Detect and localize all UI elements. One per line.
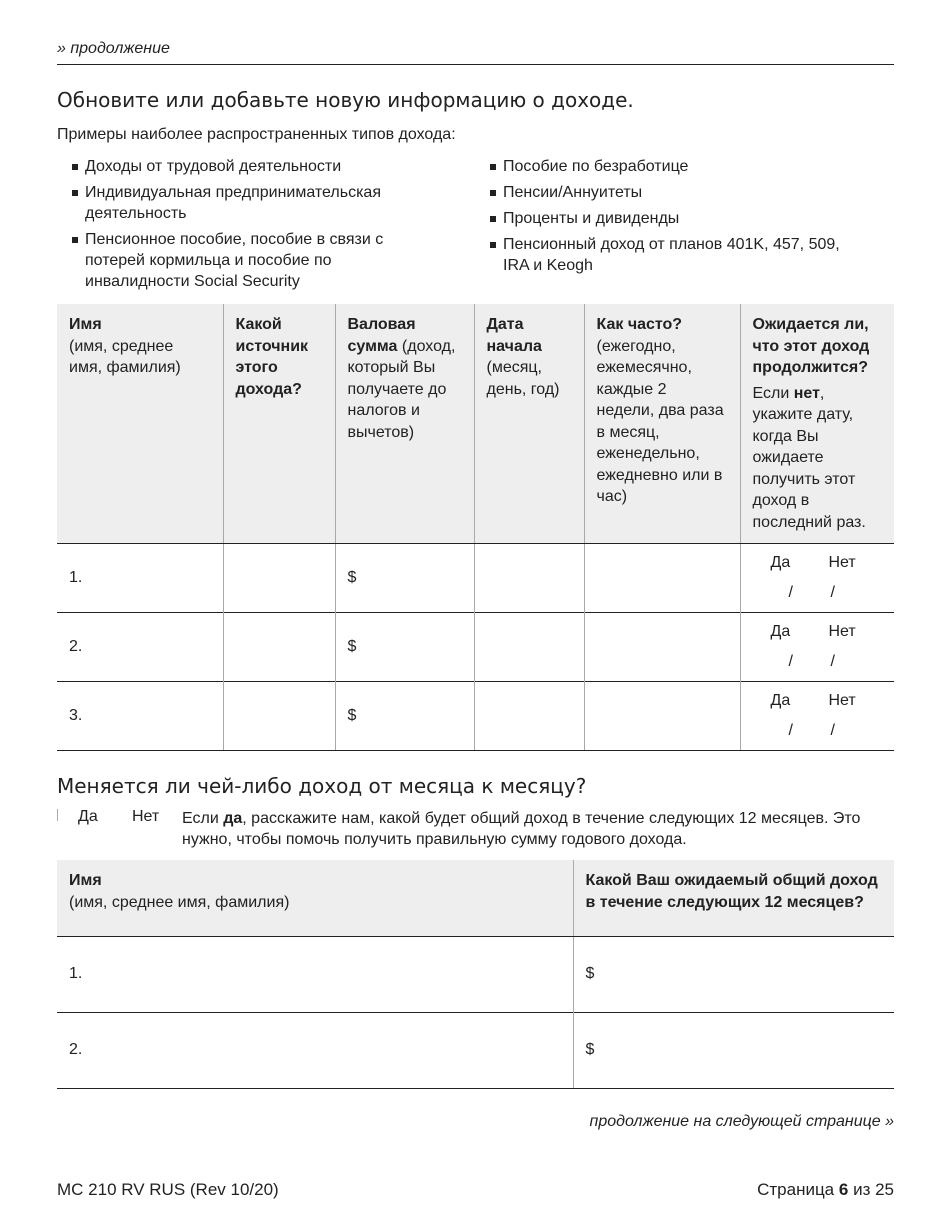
continued-next: продолжение на следующей странице » [589, 1113, 894, 1130]
gross-input[interactable]: $ [335, 613, 474, 682]
list-item: Индивидуальная предпринимательская деятельность [70, 182, 440, 224]
source-input[interactable] [223, 682, 335, 751]
frequency-input[interactable] [584, 544, 740, 613]
start-date-input[interactable] [474, 544, 584, 613]
table-row: 3. $ Да Нет / / [57, 682, 894, 751]
page-number: Страница 6 из 25 [757, 1180, 894, 1199]
list-item: Пенсионный доход от планов 401K, 457, 509, IRA и Keogh [488, 234, 858, 276]
income-table [57, 304, 894, 751]
col-start: Дата начала (месяц, день, год) [474, 304, 584, 544]
col-name: Имя (имя, среднее имя, фамилия) [57, 860, 573, 936]
frequency-input[interactable] [584, 682, 740, 751]
continued-label: » продолжение [57, 40, 170, 57]
source-input[interactable] [223, 613, 335, 682]
list-item: Пенсионное пособие, пособие в связи с потерей кормильца и пособие по инвалидности Social Security [70, 229, 440, 292]
table-row: 2. $ Да Нет / / [57, 613, 894, 682]
source-input[interactable] [223, 544, 335, 613]
form-id: MC 210 RV RUS (Rev 10/20) [57, 1180, 279, 1199]
list-item: Пенсии/Аннуитеты [488, 182, 858, 203]
section-title: Обновите или добавьте новую информацию о доходе. [57, 88, 634, 112]
divider [57, 64, 894, 65]
start-date-input[interactable] [474, 682, 584, 751]
start-date-input[interactable] [474, 613, 584, 682]
frequency-input[interactable] [584, 613, 740, 682]
table-row: 2. $ [57, 1012, 894, 1088]
gross-input[interactable]: $ [335, 544, 474, 613]
examples-left [70, 156, 440, 297]
col-continue: Ожидается ли, что этот доход продолжится? Если нет, укажите дату, когда Вы ожидаете получить этот доход в последний раз. [740, 304, 894, 544]
section2-text: Если да, расскажите нам, какой будет общий доход в течение следующих 12 месяцев. Это нужно, чтобы помочь получить правильную сумму годового дохода. [182, 810, 861, 848]
col-source: Какой источник этого дохода? [223, 304, 335, 544]
col-name: Имя (имя, среднее имя, фамилия) [57, 304, 223, 544]
examples-intro: Примеры наиболее распространенных типов дохода: [57, 126, 456, 143]
no-label[interactable]: Нет [132, 808, 160, 825]
col-frequency: Как часто? (ежегодно, ежемесячно, каждые 2 недели, два раза в месяц, еженедельно, ежедневно или в час) [584, 304, 740, 544]
expected-income-input[interactable]: $ [573, 936, 894, 1012]
list-item: Проценты и дивиденды [488, 208, 858, 229]
table-row: 1. $ [57, 936, 894, 1012]
col-expected-income: Какой Ваш ожидаемый общий доход в течение следующих 12 месяцев? [573, 860, 894, 936]
monthly-income-table [57, 860, 894, 1089]
continue-choice[interactable]: Да Нет / / [740, 613, 894, 682]
continue-choice[interactable]: Да Нет / / [740, 682, 894, 751]
expected-income-input[interactable]: $ [573, 1012, 894, 1088]
section2-title: Меняется ли чей-либо доход от месяца к месяцу? [57, 774, 587, 798]
yes-checkbox[interactable] [57, 809, 58, 821]
gross-input[interactable]: $ [335, 682, 474, 751]
yes-label: Да [78, 808, 98, 825]
col-gross: Валовая сумма (доход, который Вы получаете до налогов и вычетов) [335, 304, 474, 544]
continue-choice[interactable]: Да Нет / / [740, 544, 894, 613]
list-item: Доходы от трудовой деятельности [70, 156, 440, 177]
table-row: 1. $ Да Нет / / [57, 544, 894, 613]
examples-right [488, 156, 858, 281]
list-item: Пособие по безработице [488, 156, 858, 177]
